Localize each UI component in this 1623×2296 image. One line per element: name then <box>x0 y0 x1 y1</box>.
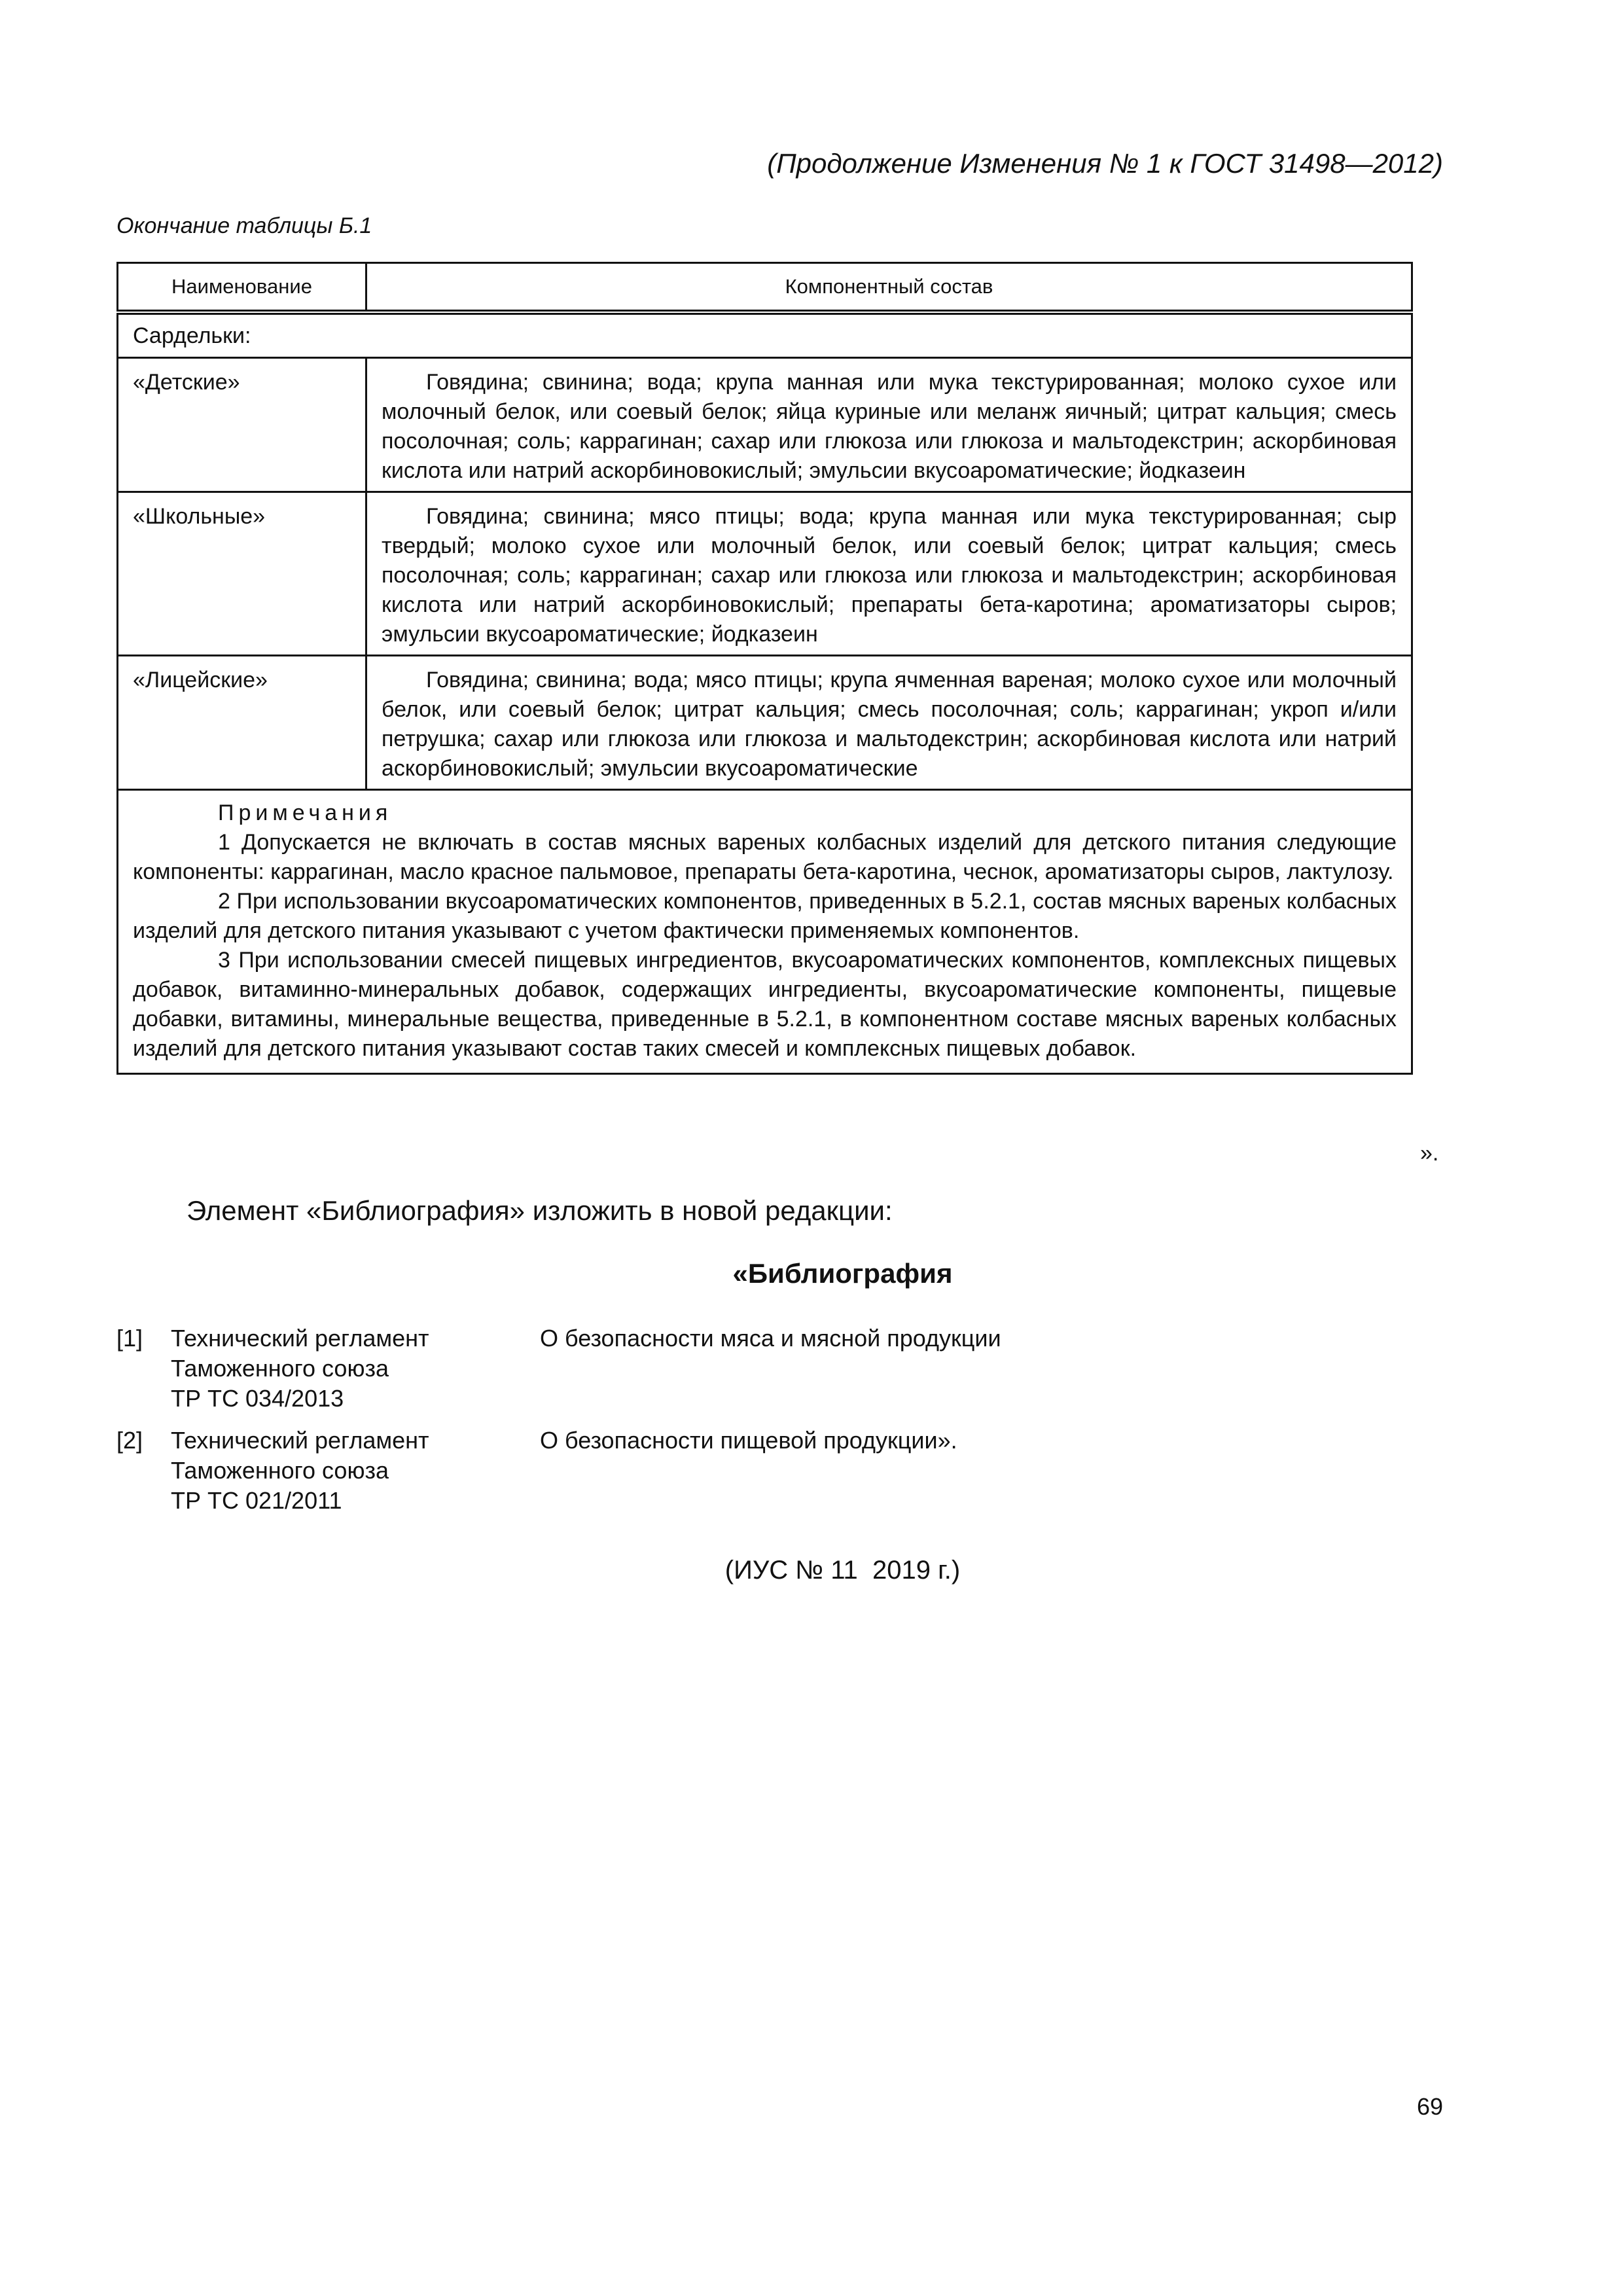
entry-document-line: Таможенного союза <box>171 1355 389 1382</box>
page-number: 69 <box>1416 2093 1443 2120</box>
closing-quote: ». <box>1420 1141 1439 1166</box>
note-item: 3 При использовании смесей пищевых ингредиентов, вкусоароматических компонентов, комплексных пищевых добавок, витаминно-минеральных добавок, содержащих ингредиенты, вкусоароматические компоненты, пищевые добавки, витамины, минеральные вещества, приведенные в 5.2.1, в компонентном составе мясных вареных колбасных изделий для детского питания указывают состав таких смесей и комплексных пищевых добавок. <box>133 948 1397 1061</box>
entry-title: О безопасности мяса и мясной продукции <box>540 1325 1001 1352</box>
group-label: Сардельки: <box>118 312 1412 358</box>
table-group-row <box>118 312 1412 358</box>
note-item: 2 При использовании вкусоароматических компонентов, приведенных в 5.2.1, состав мясных вареных колбасных изделий для детского питания указывают с учетом фактически применяемых компонентов. <box>133 889 1397 943</box>
entry-number: [1] <box>116 1325 143 1352</box>
column-header-name: Наименование <box>118 263 366 313</box>
entry-document-line: ТР ТС 034/2013 <box>171 1385 344 1412</box>
product-name: «Лицейские» <box>118 656 366 790</box>
entry-document-line: Таможенного союза <box>171 1457 389 1484</box>
amendment-instruction: Элемент «Библиография» изложить в новой редакции: <box>187 1195 893 1226</box>
table-notes <box>118 790 1412 1074</box>
running-header: (Продолжение Изменения № 1 к ГОСТ 31498—2012) <box>767 148 1443 179</box>
product-name: «Детские» <box>118 358 366 492</box>
entry-document-line: Технический регламент <box>171 1427 429 1454</box>
table-notes-row <box>118 790 1412 1074</box>
note-item: 1 Допускается не включать в состав мясных вареных колбасных изделий для детского питания следующие компоненты: каррагинан, масло красное пальмовое, препараты бета-каротина, чеснок, ароматизаторы сыров, лактулозу. <box>133 830 1397 884</box>
composition-table-wrap <box>116 262 1411 1075</box>
entry-document-line: Технический регламент <box>171 1325 429 1352</box>
product-name: «Школьные» <box>118 492 366 656</box>
entry-document-line: ТР ТС 021/2011 <box>171 1487 342 1514</box>
notes-title: Примечания <box>218 800 393 825</box>
table-row <box>118 656 1412 790</box>
bibliography-entry <box>116 1323 1411 1414</box>
composition-table <box>116 262 1413 1075</box>
table-row <box>118 492 1412 656</box>
entry-number: [2] <box>116 1427 143 1454</box>
bibliography-list <box>116 1323 1411 1528</box>
table-row <box>118 358 1412 492</box>
product-composition: Говядина; свинина; мясо птицы; вода; крупа манная или мука текстурированная; сыр твердый; молоко сухое или молочный белок, или соевый белок; цитрат кальция; смесь посолочная; соль; каррагинан; сахар или глюкоза или глюкоза и мальтодекстрин; аскорбиновая кислота или натрий аскорбиновокислый; препараты бета-каротина; ароматизаторы сыров; эмульсии вкусоароматические; йодказеин <box>366 492 1412 656</box>
bibliography-title: «Библиография <box>732 1258 953 1289</box>
table-caption: Окончание таблицы Б.1 <box>116 213 372 238</box>
table-header-row <box>118 263 1412 313</box>
bibliography-entry <box>116 1426 1411 1516</box>
entry-document <box>171 1323 577 1414</box>
product-composition: Говядина; свинина; вода; крупа манная или мука текстурированная; молоко сухое или молочный белок, или соевый белок; яйца куриные или меланж яичный; цитрат кальция; смесь посолочная; соль; каррагинан; сахар или глюкоза или глюкоза и мальтодекстрин; аскорбиновая кислота или натрий аскорбиновокислый; эмульсии вкусоароматические; йодказеин <box>366 358 1412 492</box>
product-composition: Говядина; свинина; вода; мясо птицы; крупа ячменная вареная; молоко сухое или молочный белок, или соевый белок; цитрат кальция; смесь посолочная; соль; каррагинан; укроп и/или петрушка; сахар или глюкоза или глюкоза и мальтодекстрин; аскорбиновая кислота или натрий аскорбиновокислый; эмульсии вкусоароматические <box>366 656 1412 790</box>
entry-document <box>171 1426 577 1516</box>
column-header-composition: Компонентный состав <box>366 263 1412 313</box>
entry-title: О безопасности пищевой продукции». <box>540 1427 957 1454</box>
ius-reference: (ИУС № 11 2019 г.) <box>724 1556 961 1585</box>
